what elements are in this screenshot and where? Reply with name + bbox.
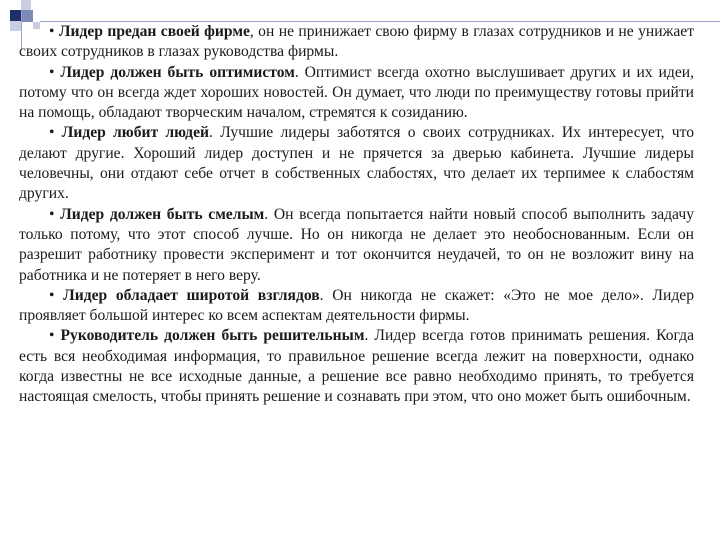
decor-square-mid [21,10,33,22]
paragraph-loyalty [19,22,694,63]
paragraph-loves-people [19,123,694,204]
paragraph-heading: Лидер предан своей фирме [58,23,250,40]
paragraph-broad-views [19,286,694,327]
paragraph-heading: Лидер должен быть оптимистом [60,63,295,81]
bullet: • [49,286,55,304]
bullet: • [49,205,55,223]
paragraph-text: , он не принижает свою фирму в глазах сотрудников и не унижает своих сотрудников в глазах руководства фирмы. [19,23,695,61]
paragraph-heading: Лидер должен быть смелым [60,205,265,223]
paragraph-text: . Он никогда не скажет: «Это не мое дело». Лидер проявляет большой интерес ко всем аспектам деятельности фирмы. [19,286,694,325]
paragraph-decisive [19,326,694,407]
paragraph-text: . Лидер всегда готов принимать решения. Когда есть вся необходимая информация, то правильное решение всегда лежит на поверхности, однако когда известны не все исходные данные, а решение все равно необходимо принять, то требуется настоящая смелость, чтобы принять решение и сознавать при этом, что оно может быть ошибочным. [19,327,694,406]
bullet: • [49,327,55,345]
paragraph-text: . Он всегда попытается найти новый способ выполнить задачу только потому, что этот способ лучше. Но он никогда не делает это необоснованным. Если он разрешит работнику провести эксперимент и тот окончится неудачей, то он не возложит вину на работника и не потеряет в него веру. [19,205,694,284]
paragraph-heading: Лидер обладает широтой взглядов [63,286,320,304]
paragraph-optimist [19,63,694,124]
paragraph-heading: Руководитель должен быть решительным [60,327,365,345]
bullet: • [49,23,55,40]
paragraph-text: . Оптимист всегда охотно выслушивает других и их идеи, потому что он всегда ждет хороших новостей. Он думает, что люди по преимуществу готовы прийти на помощь, обладают творческим началом, стремятся к созиданию. [19,63,694,122]
decor-square-light [21,0,31,10]
paragraph-heading: Лидер любит людей [61,124,209,142]
paragraph-text: . Лучшие лидеры заботятся о своих сотрудниках. Их интересует, что делают другие. Хороший лидер доступен и не прячется за дверью кабинета. Лучшие лидеры человечны, они отдают себе отчет в собственных слабостях, что делает их терпимее к слабостям других. [19,124,694,203]
bullet: • [49,124,55,142]
text-body [19,22,694,408]
bullet: • [49,63,55,81]
decor-square-dark [10,10,21,21]
paragraph-brave [19,205,694,286]
